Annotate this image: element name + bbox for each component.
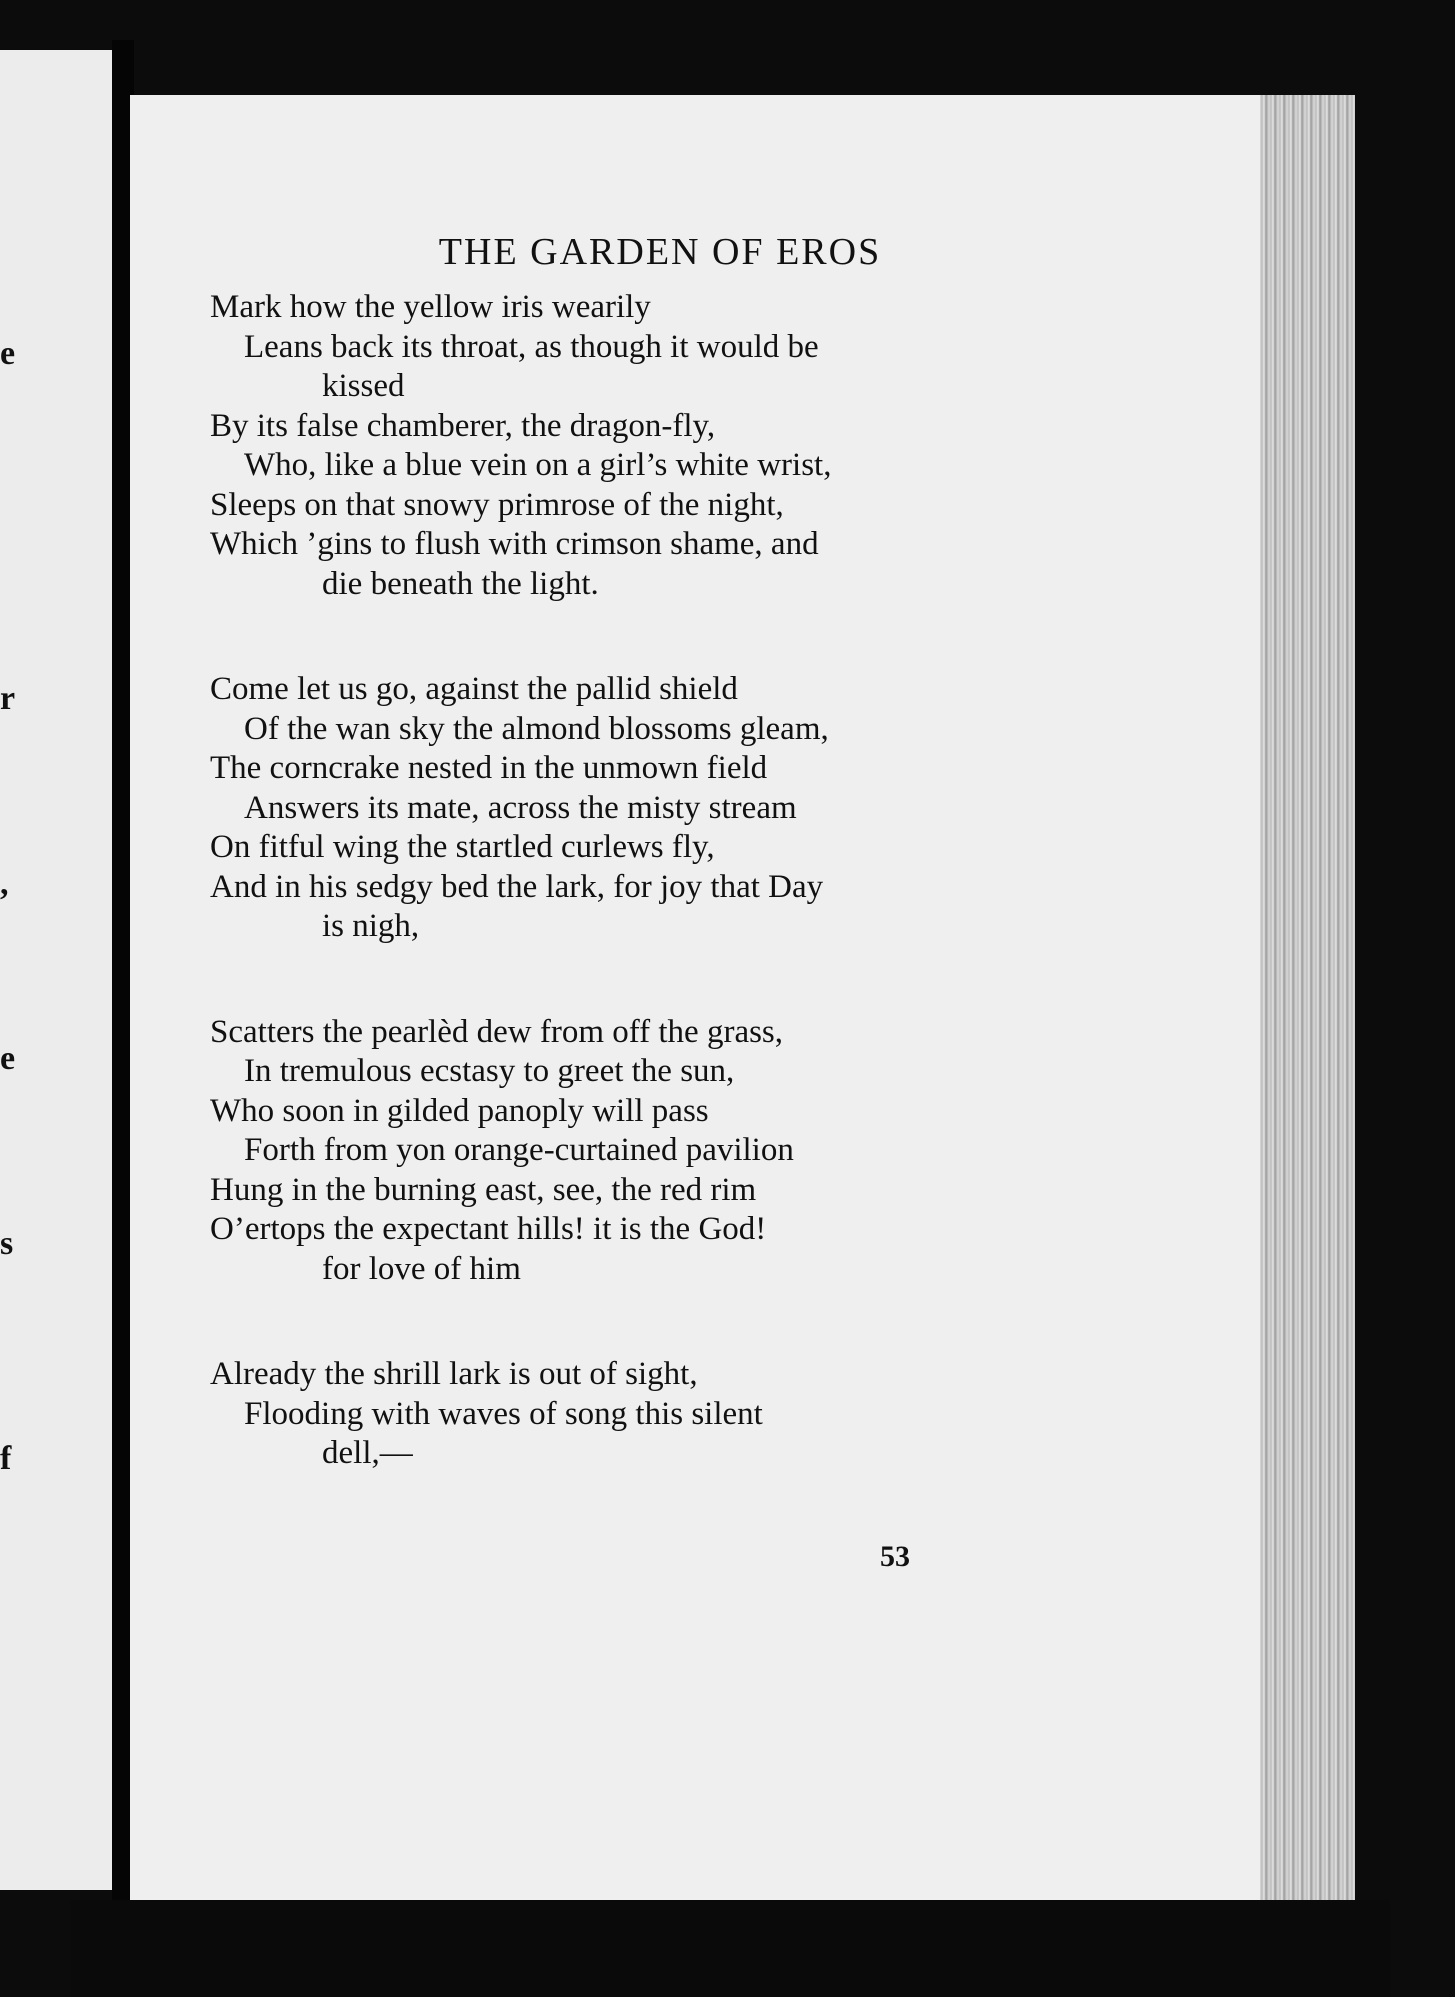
left-page-edge	[0, 50, 118, 1890]
poem-line: Forth from yon orange-curtained pavilion	[244, 1132, 794, 1168]
poem-line: for love of him	[322, 1250, 521, 1287]
poem-line: By its false chamberer, the dragon-fly,	[210, 407, 716, 444]
poem-line: Who soon in gilded panoply will pass	[210, 1092, 709, 1129]
left-page-fragment: ,	[0, 865, 9, 902]
stanza	[210, 1355, 1050, 1474]
left-page-fragment: e	[0, 335, 16, 372]
poem-line: Of the wan sky the almond blossoms gleam,	[244, 710, 829, 747]
poem-line: Scatters the pearlèd dew from off the grass,	[210, 1013, 784, 1050]
poem-line: Flooding with waves of song this silent	[244, 1395, 763, 1432]
poem-line: O’ertops the expectant hills! it is the God!	[210, 1211, 767, 1247]
poem-line: In tremulous ecstasy to greet the sun,	[244, 1053, 735, 1089]
poem-line: die beneath the light.	[322, 565, 599, 602]
bottom-shadow	[70, 1900, 1390, 1997]
left-page-fragment: f	[0, 1440, 12, 1477]
poem-line: Sleeps on that snowy primrose of the night,	[210, 486, 784, 523]
page-number: 53	[880, 1540, 910, 1573]
stanza	[210, 670, 1050, 947]
poem-line: dell,—	[322, 1435, 413, 1471]
left-page-fragment: s	[0, 1225, 14, 1262]
poem-line: is nigh,	[322, 908, 420, 944]
poem-content	[210, 230, 1050, 1540]
poem-line: Come let us go, against the pallid shield	[210, 671, 738, 707]
page-edges	[1260, 95, 1355, 1915]
stanza	[210, 288, 1050, 604]
poem-line: kissed	[322, 368, 405, 404]
poem-line: Which ’gins to flush with crimson shame, and	[210, 526, 819, 562]
poem-line: Answers its mate, across the misty stream	[244, 789, 797, 826]
poem-line: On fitful wing the startled curlews fly,	[210, 829, 715, 865]
poem-line: And in his sedgy bed the lark, for joy that Day	[210, 868, 824, 905]
poem-line: Leans back its throat, as though it would be	[244, 328, 819, 365]
page-title: THE GARDEN OF EROS	[438, 231, 882, 273]
poem-line: Mark how the yellow iris wearily	[210, 289, 651, 325]
left-page-fragment: e	[0, 1040, 16, 1077]
poem-line: The corncrake nested in the unmown field	[210, 750, 768, 786]
poem-line: Who, like a blue vein on a girl’s white wrist,	[244, 447, 832, 483]
stanza	[210, 1013, 1050, 1290]
poem-line: Hung in the burning east, see, the red rim	[210, 1171, 757, 1208]
poem-line: Already the shrill lark is out of sight,	[210, 1356, 698, 1392]
left-page-fragment: r	[0, 680, 16, 717]
